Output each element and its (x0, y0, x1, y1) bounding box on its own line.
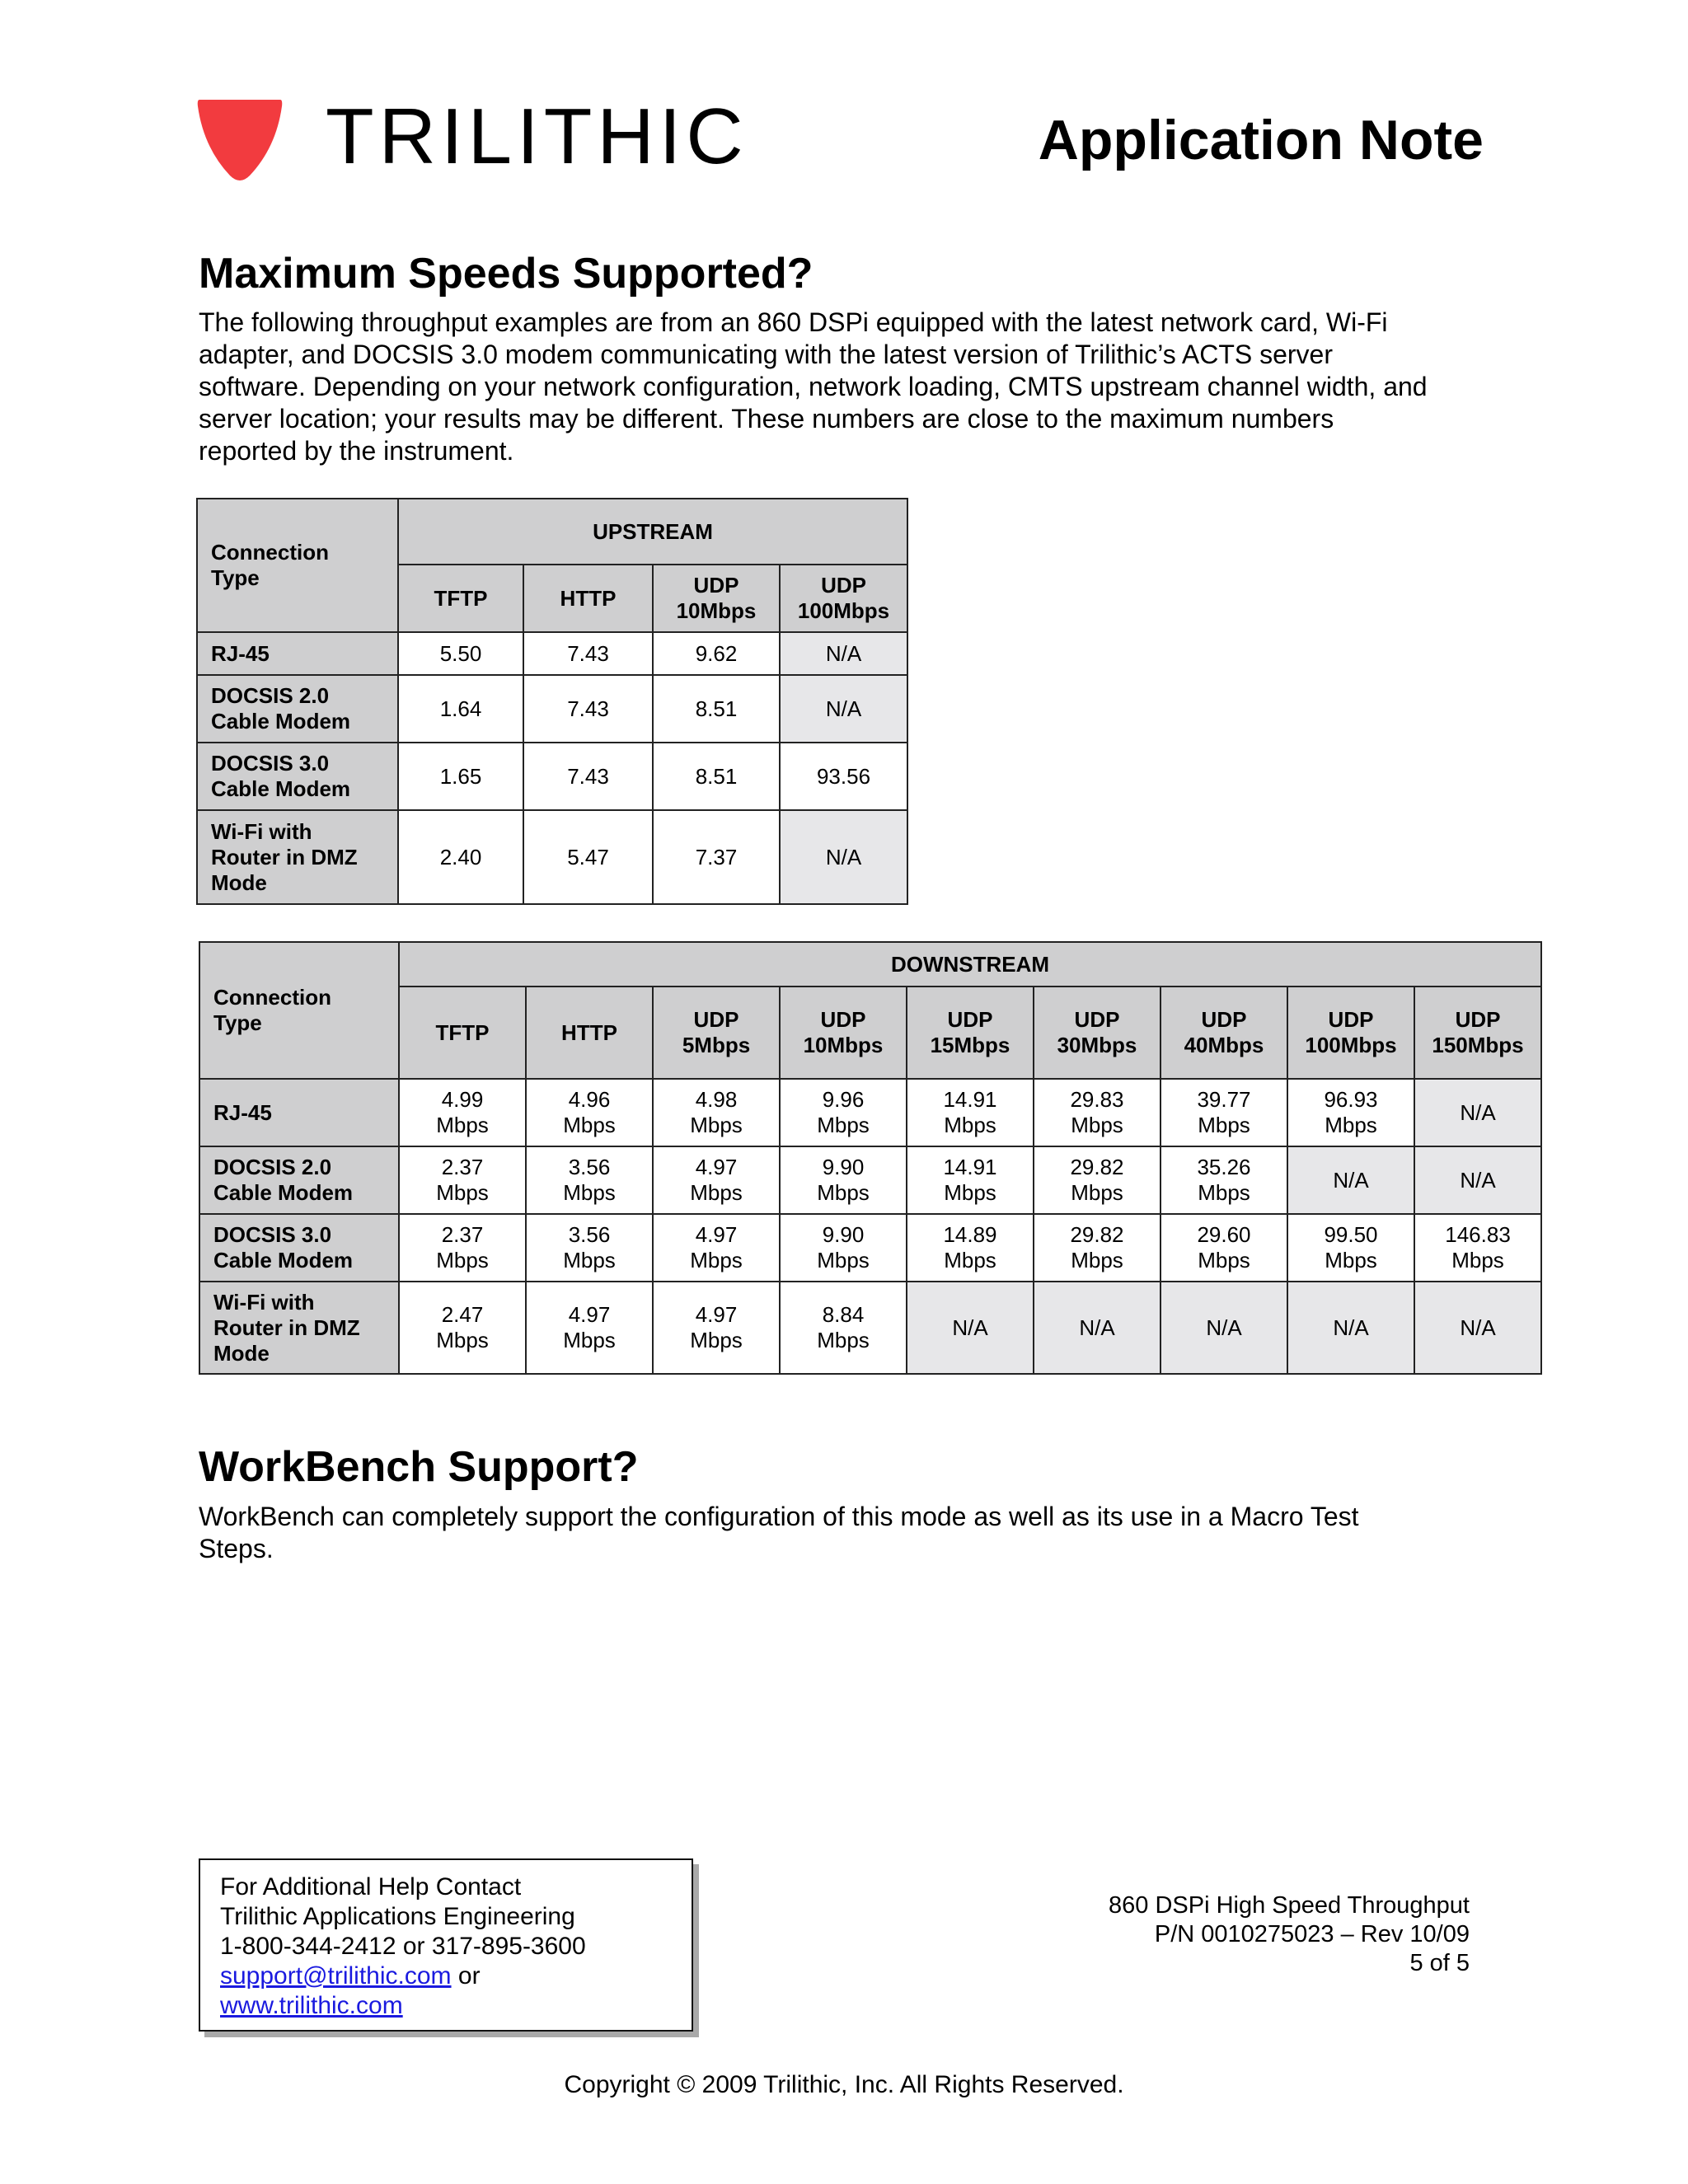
table-row (197, 810, 907, 904)
table-cell: N/A (780, 675, 907, 743)
help-contact-box (199, 1858, 693, 2032)
help-line: For Additional Help Contact (220, 1873, 522, 1900)
table-cell: 3.56 Mbps (526, 1214, 653, 1282)
website-link[interactable]: www.trilithic.com (220, 1992, 403, 2019)
table-cell: 4.96 Mbps (526, 1079, 653, 1146)
table-cell: 2.40 (398, 810, 523, 904)
table-cell: 8.51 (653, 675, 780, 743)
table-cell: 4.97 Mbps (653, 1146, 780, 1214)
table-cell: 29.83 Mbps (1034, 1079, 1160, 1146)
table-row (199, 1146, 1541, 1214)
table-cell: 1.64 (398, 675, 523, 743)
column-header: HTTP (523, 565, 653, 632)
paragraph-line: server location; your results may be different. These numbers are close to the maximum numbers (199, 404, 1334, 434)
downstream-throughput-table (199, 941, 1542, 1375)
table-row (197, 675, 907, 743)
table-row (197, 632, 907, 675)
table-cell: 146.83 Mbps (1414, 1214, 1541, 1282)
page-number: 5 of 5 (1409, 1950, 1470, 1976)
table-cell: 29.60 Mbps (1160, 1214, 1287, 1282)
part-number: P/N 0010275023 – Rev 10/09 (1154, 1921, 1470, 1947)
row-header: DOCSIS 3.0 Cable Modem (199, 1214, 399, 1282)
table-cell: 14.91 Mbps (907, 1146, 1034, 1214)
table-cell: 29.82 Mbps (1034, 1146, 1160, 1214)
help-line: Trilithic Applications Engineering (220, 1903, 575, 1930)
table-cell: 7.37 (653, 810, 780, 904)
table-row (199, 1214, 1541, 1282)
column-header: UDP 150Mbps (1414, 987, 1541, 1079)
row-header: RJ-45 (199, 1079, 399, 1146)
table-cell: 14.89 Mbps (907, 1214, 1034, 1282)
table-cell: 2.47 Mbps (399, 1282, 526, 1374)
table-cell: 39.77 Mbps (1160, 1079, 1287, 1146)
table-cell: 4.97 Mbps (526, 1282, 653, 1374)
table-cell: 93.56 (780, 743, 907, 810)
table-cell: 4.99 Mbps (399, 1079, 526, 1146)
table-cell: 9.90 Mbps (780, 1214, 907, 1282)
table-cell: 7.43 (523, 675, 653, 743)
table-cell: N/A (1160, 1282, 1287, 1374)
table-cell: 8.51 (653, 743, 780, 810)
column-header: UDP 10Mbps (653, 565, 780, 632)
column-header: UDP 30Mbps (1034, 987, 1160, 1079)
table-cell: 5.50 (398, 632, 523, 675)
table-cell: 29.82 Mbps (1034, 1214, 1160, 1282)
table-corner-header: Connection Type (199, 942, 399, 1079)
table-cell: 2.37 Mbps (399, 1146, 526, 1214)
table-row (197, 743, 907, 810)
table-cell: 8.84 Mbps (780, 1282, 907, 1374)
help-phone: 1-800-344-2412 or 317-895-3600 (220, 1933, 586, 1960)
column-header: UDP 100Mbps (780, 565, 907, 632)
table-corner-header: Connection Type (197, 499, 398, 632)
table-cell: 35.26 Mbps (1160, 1146, 1287, 1214)
upstream-group-header: UPSTREAM (398, 499, 907, 565)
help-or-text: or (451, 1962, 481, 1990)
table-cell: 9.96 Mbps (780, 1079, 907, 1146)
document-title: 860 DSPi High Speed Throughput (1109, 1892, 1470, 1919)
column-header: UDP 5Mbps (653, 987, 780, 1079)
support-email-link[interactable]: support@trilithic.com (220, 1962, 452, 1990)
table-cell: N/A (780, 810, 907, 904)
table-cell: 2.37 Mbps (399, 1214, 526, 1282)
column-header: HTTP (526, 987, 653, 1079)
table-cell: 5.47 (523, 810, 653, 904)
brand-name: TRILITHIC (326, 92, 748, 180)
paragraph-line: software. Depending on your network configuration, network loading, CMTS upstream channel width, and (199, 372, 1428, 401)
column-header: UDP 100Mbps (1287, 987, 1414, 1079)
table-cell: 14.91 Mbps (907, 1079, 1034, 1146)
table-cell: N/A (1414, 1146, 1541, 1214)
row-header: DOCSIS 3.0 Cable Modem (197, 743, 398, 810)
column-header: UDP 10Mbps (780, 987, 907, 1079)
table-cell: 4.97 Mbps (653, 1282, 780, 1374)
table-cell: N/A (907, 1282, 1034, 1374)
document-type-title: Application Note (1038, 109, 1484, 171)
table-cell: N/A (780, 632, 907, 675)
table-cell: 4.98 Mbps (653, 1079, 780, 1146)
table-cell: N/A (1034, 1282, 1160, 1374)
table-cell: 7.43 (523, 632, 653, 675)
paragraph-line: Steps. (199, 1534, 274, 1563)
table-cell: N/A (1414, 1079, 1541, 1146)
table-cell: 1.65 (398, 743, 523, 810)
table-cell: 7.43 (523, 743, 653, 810)
trilithic-logo-icon (195, 96, 285, 184)
section-title-max-speeds: Maximum Speeds Supported? (199, 250, 814, 298)
column-header: UDP 15Mbps (907, 987, 1034, 1079)
table-cell: 9.62 (653, 632, 780, 675)
paragraph-line: The following throughput examples are from an 860 DSPi equipped with the latest network card, Wi-Fi (199, 307, 1388, 337)
downstream-group-header: DOWNSTREAM (399, 942, 1541, 987)
row-header: RJ-45 (197, 632, 398, 675)
paragraph-line: reported by the instrument. (199, 436, 514, 466)
table-cell: N/A (1287, 1282, 1414, 1374)
table-cell: 96.93 Mbps (1287, 1079, 1414, 1146)
table-row (199, 1079, 1541, 1146)
table-cell: 4.97 Mbps (653, 1214, 780, 1282)
table-cell: 99.50 Mbps (1287, 1214, 1414, 1282)
row-header: Wi-Fi with Router in DMZ Mode (197, 810, 398, 904)
table-cell: 3.56 Mbps (526, 1146, 653, 1214)
section-title-workbench: WorkBench Support? (199, 1443, 639, 1491)
section-body-workbench (199, 1501, 1493, 1565)
upstream-throughput-table (196, 498, 908, 905)
paragraph-line: WorkBench can completely support the configuration of this mode as well as its use in a Macro Test (199, 1502, 1359, 1531)
table-cell: 9.90 Mbps (780, 1146, 907, 1214)
table-cell: N/A (1287, 1146, 1414, 1214)
copyright-notice: Copyright © 2009 Trilithic, Inc. All Rights Reserved. (564, 2071, 1124, 2098)
paragraph-line: adapter, and DOCSIS 3.0 modem communicating with the latest version of Trilithic’s ACTS server (199, 340, 1333, 369)
column-header: TFTP (398, 565, 523, 632)
section-body-max-speeds (199, 307, 1493, 467)
row-header: Wi-Fi with Router in DMZ Mode (199, 1282, 399, 1374)
row-header: DOCSIS 2.0 Cable Modem (199, 1146, 399, 1214)
table-row (199, 1282, 1541, 1374)
column-header: TFTP (399, 987, 526, 1079)
row-header: DOCSIS 2.0 Cable Modem (197, 675, 398, 743)
document-info (1109, 1891, 1470, 1978)
table-cell: N/A (1414, 1282, 1541, 1374)
column-header: UDP 40Mbps (1160, 987, 1287, 1079)
